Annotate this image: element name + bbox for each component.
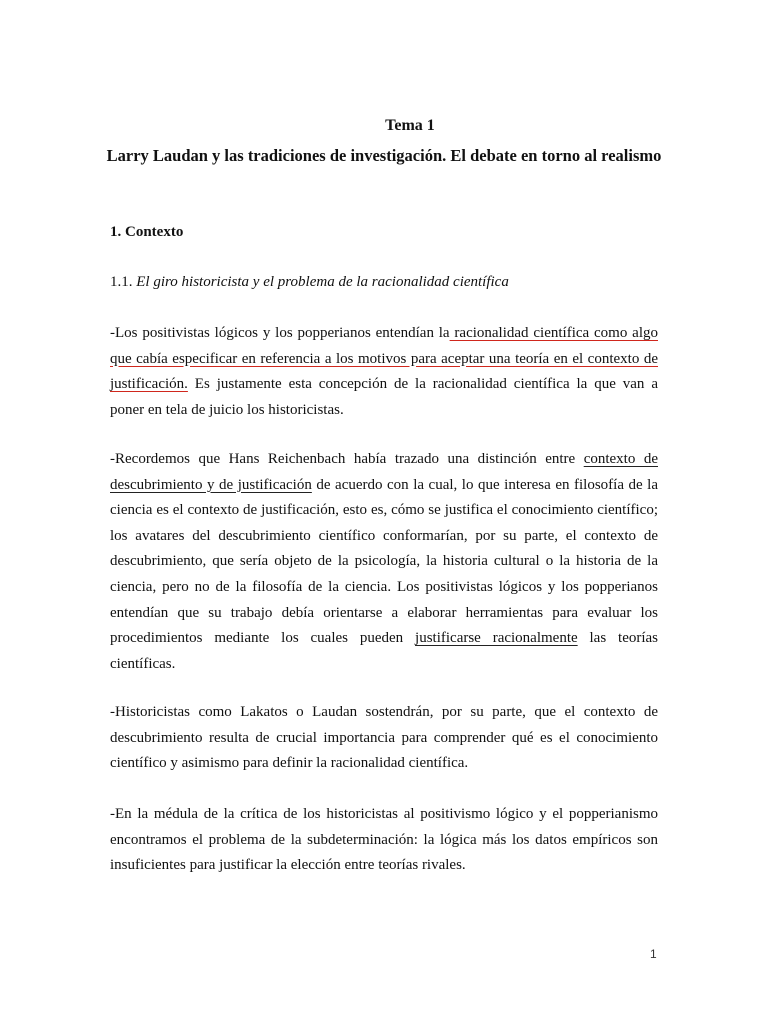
red-underlined-text: racionalidad científica como algo que cabía especificar en referencia a los motivos para aceptar una teoría en el contexto de justificación. [110, 325, 658, 393]
paragraph-text: las teorías científicas. [110, 630, 659, 672]
chapter-label: Tema 1 [385, 117, 435, 134]
paragraph-text: de acuerdo con la cual, lo que interesa en filosofía de la ciencia es el contexto de justificación, esto es, cómo se justifica el conocimiento científico; los avatares del descubrimiento científico conformarían, por su parte, el contexto de descubrimiento, que sería objeto de la psicología, la historia cultural o la historia de la ciencia, pero no de la filosofía de la ciencia. Los positivistas lógicos y los popperianos entendían que su trabajo debía orientarse a elaborar herramientas para evaluar los procedimientos mediante los cuales pueden [110, 476, 659, 647]
section-heading: 1. Contexto [110, 224, 184, 240]
underlined-text: justificarse racionalmente [415, 630, 578, 647]
paragraph-text: -Recordemos que Hans Reichenbach había trazado una distinción entre [110, 451, 584, 467]
paragraph-positivists [110, 321, 658, 423]
page-title: Larry Laudan y las tradiciones de investigación. El debate en torno al realismo [106, 146, 662, 165]
paragraph-historicists: -Historicistas como Lakatos o Laudan sostendrán, por su parte, que el contexto de descubrimiento resulta de crucial importancia para comprender qué es el conocimiento científico y asimismo para definir la racionalidad científica. [110, 704, 658, 772]
underlined-text: contexto de descubrimiento y de justificación [110, 451, 658, 493]
paragraph-underdetermination: -En la médula de la crítica de los historicistas al positivismo lógico y el popperianismo encontramos el problema de la subdeterminación: la lógica más los datos empíricos son insuficientes para justificar la elección entre teorías rivales. [110, 806, 658, 874]
paragraph-text: -Los positivistas lógicos y los popperianos entendían la [110, 325, 450, 341]
subsection-number: 1.1. [110, 274, 133, 290]
paragraph-reichenbach [110, 447, 658, 677]
paragraph-text: Es justamente esta concepción de la racionalidad científica la que van a poner en tela de juicio los historicistas. [110, 376, 658, 418]
page-number: 1 [650, 947, 657, 961]
subsection-title: El giro historicista y el problema de la racionalidad científica [136, 274, 509, 290]
subsection-heading [110, 274, 509, 291]
